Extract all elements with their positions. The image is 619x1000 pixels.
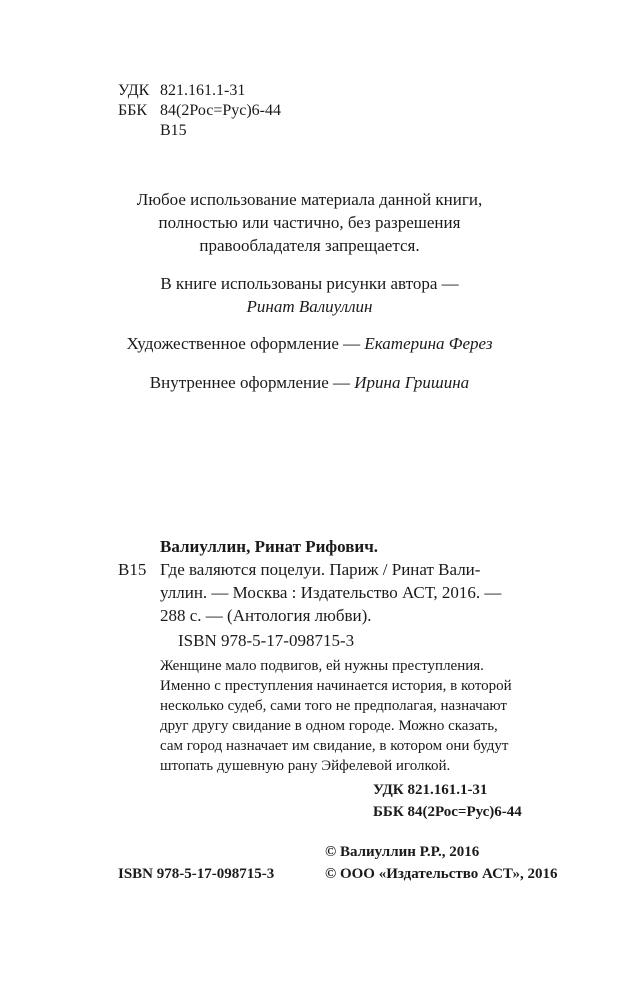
catalog-line-2: уллин. — Москва : Издательство АСТ, 2016. — — [160, 583, 502, 602]
annotation-line-4: друг другу свидание в одном городе. Можно сказать, — [160, 718, 498, 734]
catalog-isbn: ISBN 978-5-17-098715-3 — [178, 631, 355, 650]
author-mark: В15 — [160, 122, 187, 139]
footer-isbn: ISBN 978-5-17-098715-3 — [118, 866, 275, 882]
annotation-line-2: Именно с преступления начинается история, в которой — [160, 678, 512, 694]
annotation-line-3: несколько судеб, сами того не предполагая, назначают — [160, 698, 507, 714]
drawings-credit: В книге использованы рисунки автора — — [160, 274, 459, 293]
catalog-bbk-bottom: ББК 84(2Рос=Рус)6-44 — [373, 804, 522, 820]
udk-value: 821.161.1-31 — [160, 82, 246, 99]
udk-label: УДК — [118, 82, 150, 99]
catalog-line-3: 288 с. — (Антология любви). — [160, 606, 372, 625]
art-design-name: Екатерина Ферез — [364, 334, 493, 353]
annotation-line-1: Женщине мало подвигов, ей нужны преступления. — [160, 658, 484, 674]
interior-design-name: Ирина Гришина — [354, 373, 470, 392]
annotation-line-6: штопать душевную рану Эйфелевой иголкой. — [160, 758, 451, 774]
art-design-credit — [0, 333, 619, 355]
art-design-label: Художественное оформление — — [126, 334, 361, 353]
drawings-author: Ринат Валиуллин — [246, 297, 373, 316]
annotation-line-5: сам город назначает им свидание, в котором они будут — [160, 738, 509, 754]
rights-notice-line-2: полностью или частично, без разрешения — [158, 213, 461, 232]
copyright-author: © Валиуллин Р.Р., 2016 — [325, 844, 480, 860]
interior-design-credit — [0, 372, 619, 394]
catalog-udk-bottom: УДК 821.161.1-31 — [373, 782, 488, 798]
bbk-value: 84(2Рос=Рус)6-44 — [160, 102, 282, 119]
catalog-line-1: Где валяются поцелуи. Париж / Ринат Вали- — [160, 560, 481, 579]
bbk-label: ББК — [118, 102, 148, 119]
copyright-publisher: © ООО «Издательство АСТ», 2016 — [325, 866, 558, 882]
catalog-author-heading: Валиуллин, Ринат Рифович. — [160, 537, 379, 556]
catalog-mark: В15 — [118, 560, 147, 579]
interior-design-label: Внутреннее оформление — — [149, 373, 350, 392]
rights-notice-line-1: Любое использование материала данной книги, — [136, 190, 483, 209]
rights-notice-line-3: правообладателя запрещается. — [199, 236, 420, 255]
